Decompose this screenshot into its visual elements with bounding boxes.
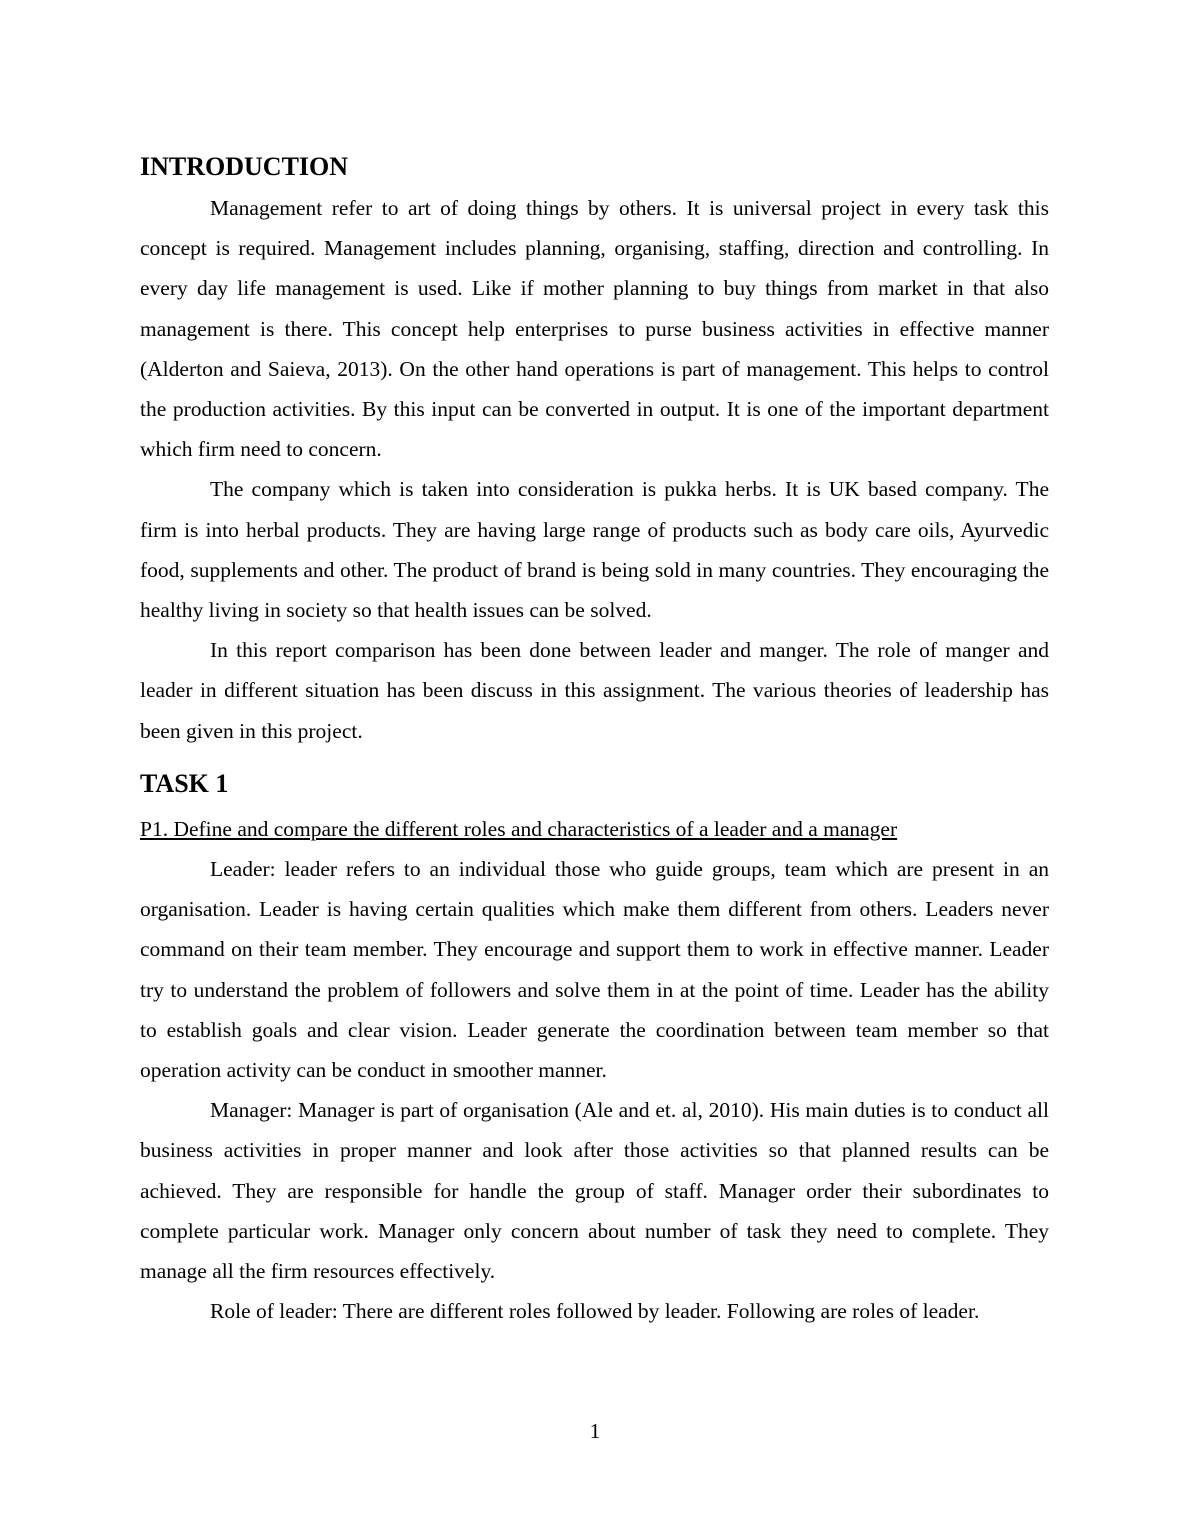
leader-paragraph: Leader: leader refers to an individual those who guide groups, team which are present in an organisation. Leader is having certain qualities which make them different from others. Leaders never command on their team member. They encourage and support them to work in effective manner. Leader try to understand the problem of followers and solve them in at the point of time. Leader has the ability to establish goals and clear vision. Leader generate the coordination between team member so that operation activity can be conduct in smoother manner. xyxy=(140,857,1049,1083)
page-number: 1 xyxy=(589,1419,601,1443)
intro-paragraph-2: The company which is taken into consideration is pukka herbs. It is UK based company. The firm is into herbal products. They are having large range of products such as body care oils, Ayurvedic food, supplements and other. The product of brand is being sold in many countries. They encouraging the healthy living in society so that health issues can be solved. xyxy=(140,477,1049,623)
manager-paragraph: Manager: Manager is part of organisation (Ale and et. al, 2010). His main duties is to conduct all business activities in proper manner and look after those activities so that planned results can be achieved. They are responsible for handle the group of staff. Manager order their subordinates to complete particular work. Manager only concern about number of task they need to complete. They manage all the firm resources effectively. xyxy=(140,1098,1049,1284)
intro-paragraph-1: Management refer to art of doing things by others. It is universal project in every task this concept is required. Management includes planning, organising, staffing, direction and controlling. In every day life management is used. Like if mother planning to buy things from market in that also management is there. This concept help enterprises to purse business activities in effective manner (Alderton and Saieva, 2013). On the other hand operations is part of management. This helps to control the production activities. By this input can be converted in output. It is one of the important department which firm need to concern. xyxy=(140,196,1049,462)
introduction-heading: INTRODUCTION xyxy=(140,152,349,181)
role-of-leader-paragraph: Role of leader: There are different roles followed by leader. Following are roles of leader. xyxy=(210,1299,980,1324)
intro-paragraph-3: In this report comparison has been done between leader and manger. The role of manger and leader in different situation has been discuss in this assignment. The various theories of leadership has been given in this project. xyxy=(140,638,1049,743)
task-1-subheading: P1. Define and compare the different roles and characteristics of a leader and a manager xyxy=(140,816,898,841)
page-content xyxy=(140,148,1049,1331)
task-1-heading: TASK 1 xyxy=(140,768,229,798)
